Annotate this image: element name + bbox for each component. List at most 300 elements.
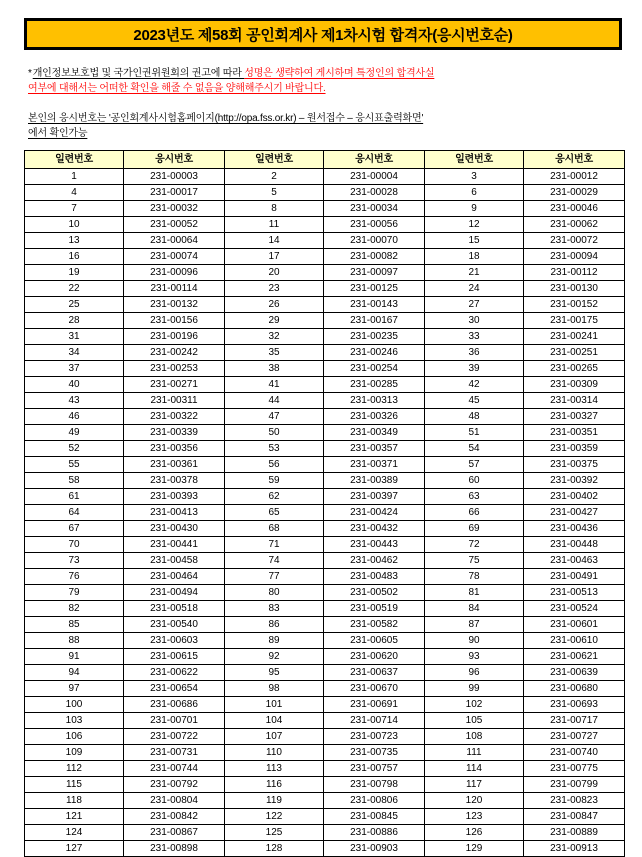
table-row bbox=[25, 377, 625, 393]
cell-serial-number: 96 bbox=[425, 665, 524, 681]
cell-exam-number: 231-00735 bbox=[324, 745, 425, 761]
col-header-exam-number-2: 응시번호 bbox=[324, 151, 425, 169]
cell-exam-number: 231-00130 bbox=[524, 281, 625, 297]
cell-exam-number: 231-00062 bbox=[524, 217, 625, 233]
cell-exam-number: 231-00605 bbox=[324, 633, 425, 649]
table-row bbox=[25, 313, 625, 329]
cell-serial-number: 79 bbox=[25, 585, 124, 601]
cell-exam-number: 231-00806 bbox=[324, 793, 425, 809]
cell-exam-number: 231-00540 bbox=[124, 617, 225, 633]
cell-serial-number: 25 bbox=[25, 297, 124, 313]
cell-serial-number: 72 bbox=[425, 537, 524, 553]
cell-serial-number: 67 bbox=[25, 521, 124, 537]
cell-exam-number: 231-00886 bbox=[324, 825, 425, 841]
cell-serial-number: 109 bbox=[25, 745, 124, 761]
cell-serial-number: 81 bbox=[425, 585, 524, 601]
table-row bbox=[25, 425, 625, 441]
cell-serial-number: 6 bbox=[425, 185, 524, 201]
notice-paragraph-exam-number bbox=[28, 111, 618, 141]
cell-serial-number: 23 bbox=[225, 281, 324, 297]
results-table-wrapper bbox=[24, 150, 622, 857]
cell-serial-number: 100 bbox=[25, 697, 124, 713]
table-row bbox=[25, 681, 625, 697]
cell-exam-number: 231-00775 bbox=[524, 761, 625, 777]
cell-exam-number: 231-00064 bbox=[124, 233, 225, 249]
cell-exam-number: 231-00691 bbox=[324, 697, 425, 713]
table-row bbox=[25, 233, 625, 249]
cell-exam-number: 231-00143 bbox=[324, 297, 425, 313]
cell-exam-number: 231-00097 bbox=[324, 265, 425, 281]
cell-serial-number: 102 bbox=[425, 697, 524, 713]
cell-serial-number: 91 bbox=[25, 649, 124, 665]
cell-serial-number: 118 bbox=[25, 793, 124, 809]
cell-serial-number: 90 bbox=[425, 633, 524, 649]
cell-exam-number: 231-00639 bbox=[524, 665, 625, 681]
cell-serial-number: 103 bbox=[25, 713, 124, 729]
cell-serial-number: 32 bbox=[225, 329, 324, 345]
cell-exam-number: 231-00046 bbox=[524, 201, 625, 217]
cell-serial-number: 125 bbox=[225, 825, 324, 841]
table-row bbox=[25, 505, 625, 521]
cell-serial-number: 49 bbox=[25, 425, 124, 441]
cell-serial-number: 98 bbox=[225, 681, 324, 697]
cell-serial-number: 68 bbox=[225, 521, 324, 537]
cell-serial-number: 15 bbox=[425, 233, 524, 249]
cell-exam-number: 231-00582 bbox=[324, 617, 425, 633]
col-header-serial-3: 일련번호 bbox=[425, 151, 524, 169]
cell-serial-number: 120 bbox=[425, 793, 524, 809]
cell-serial-number: 65 bbox=[225, 505, 324, 521]
cell-serial-number: 42 bbox=[425, 377, 524, 393]
cell-serial-number: 33 bbox=[425, 329, 524, 345]
table-header-row bbox=[25, 151, 625, 169]
cell-serial-number: 121 bbox=[25, 809, 124, 825]
cell-serial-number: 3 bbox=[425, 169, 524, 185]
cell-exam-number: 231-00693 bbox=[524, 697, 625, 713]
cell-exam-number: 231-00265 bbox=[524, 361, 625, 377]
page-title: 2023년도 제58회 공인회계사 제1차시험 합격자(응시번호순) bbox=[133, 26, 513, 44]
cell-serial-number: 86 bbox=[225, 617, 324, 633]
cell-exam-number: 231-00029 bbox=[524, 185, 625, 201]
cell-exam-number: 231-00175 bbox=[524, 313, 625, 329]
cell-exam-number: 231-00034 bbox=[324, 201, 425, 217]
cell-exam-number: 231-00744 bbox=[124, 761, 225, 777]
cell-serial-number: 21 bbox=[425, 265, 524, 281]
table-row bbox=[25, 281, 625, 297]
cell-serial-number: 119 bbox=[225, 793, 324, 809]
cell-serial-number: 85 bbox=[25, 617, 124, 633]
cell-serial-number: 71 bbox=[225, 537, 324, 553]
table-row bbox=[25, 361, 625, 377]
cell-exam-number: 231-00397 bbox=[324, 489, 425, 505]
cell-serial-number: 56 bbox=[225, 457, 324, 473]
cell-exam-number: 231-00680 bbox=[524, 681, 625, 697]
cell-serial-number: 24 bbox=[425, 281, 524, 297]
col-header-exam-number-1: 응시번호 bbox=[124, 151, 225, 169]
cell-serial-number: 94 bbox=[25, 665, 124, 681]
cell-exam-number: 231-00458 bbox=[124, 553, 225, 569]
cell-serial-number: 62 bbox=[225, 489, 324, 505]
cell-serial-number: 43 bbox=[25, 393, 124, 409]
cell-exam-number: 231-00285 bbox=[324, 377, 425, 393]
table-row bbox=[25, 457, 625, 473]
table-row bbox=[25, 249, 625, 265]
cell-exam-number: 231-00167 bbox=[324, 313, 425, 329]
cell-exam-number: 231-00443 bbox=[324, 537, 425, 553]
table-row bbox=[25, 201, 625, 217]
notice-block bbox=[28, 66, 618, 141]
table-row bbox=[25, 265, 625, 281]
cell-serial-number: 104 bbox=[225, 713, 324, 729]
notice-text-red-2: 여부에 대해서는 어떠한 확인을 해줄 수 없음을 양해해주시기 바랍니다. bbox=[28, 83, 326, 94]
cell-serial-number: 116 bbox=[225, 777, 324, 793]
cell-exam-number: 231-00052 bbox=[124, 217, 225, 233]
cell-serial-number: 66 bbox=[425, 505, 524, 521]
cell-exam-number: 231-00441 bbox=[124, 537, 225, 553]
cell-exam-number: 231-00701 bbox=[124, 713, 225, 729]
table-row bbox=[25, 553, 625, 569]
cell-serial-number: 50 bbox=[225, 425, 324, 441]
table-head bbox=[25, 151, 625, 169]
table-row bbox=[25, 809, 625, 825]
cell-serial-number: 117 bbox=[425, 777, 524, 793]
cell-exam-number: 231-00322 bbox=[124, 409, 225, 425]
table-body bbox=[25, 169, 625, 857]
cell-serial-number: 123 bbox=[425, 809, 524, 825]
cell-serial-number: 36 bbox=[425, 345, 524, 361]
cell-serial-number: 53 bbox=[225, 441, 324, 457]
cell-exam-number: 231-00313 bbox=[324, 393, 425, 409]
cell-exam-number: 231-00717 bbox=[524, 713, 625, 729]
cell-serial-number: 27 bbox=[425, 297, 524, 313]
cell-serial-number: 47 bbox=[225, 409, 324, 425]
cell-exam-number: 231-00326 bbox=[324, 409, 425, 425]
cell-serial-number: 5 bbox=[225, 185, 324, 201]
table-row bbox=[25, 489, 625, 505]
cell-exam-number: 231-00913 bbox=[524, 841, 625, 857]
cell-serial-number: 107 bbox=[225, 729, 324, 745]
table-row bbox=[25, 761, 625, 777]
cell-serial-number: 74 bbox=[225, 553, 324, 569]
cell-exam-number: 231-00246 bbox=[324, 345, 425, 361]
cell-exam-number: 231-00740 bbox=[524, 745, 625, 761]
cell-exam-number: 231-00271 bbox=[124, 377, 225, 393]
cell-exam-number: 231-00327 bbox=[524, 409, 625, 425]
cell-serial-number: 129 bbox=[425, 841, 524, 857]
cell-serial-number: 105 bbox=[425, 713, 524, 729]
cell-serial-number: 20 bbox=[225, 265, 324, 281]
cell-exam-number: 231-00502 bbox=[324, 585, 425, 601]
cell-exam-number: 231-00356 bbox=[124, 441, 225, 457]
cell-serial-number: 80 bbox=[225, 585, 324, 601]
cell-exam-number: 231-00004 bbox=[324, 169, 425, 185]
cell-exam-number: 231-00513 bbox=[524, 585, 625, 601]
cell-serial-number: 18 bbox=[425, 249, 524, 265]
cell-serial-number: 22 bbox=[25, 281, 124, 297]
cell-serial-number: 7 bbox=[25, 201, 124, 217]
cell-exam-number: 231-00152 bbox=[524, 297, 625, 313]
cell-exam-number: 231-00622 bbox=[124, 665, 225, 681]
table-row bbox=[25, 473, 625, 489]
cell-exam-number: 231-00898 bbox=[124, 841, 225, 857]
cell-exam-number: 231-00463 bbox=[524, 553, 625, 569]
cell-serial-number: 30 bbox=[425, 313, 524, 329]
notice-text-black-1: 개인정보보호법 및 국가인권위원회의 권고에 따라 bbox=[32, 68, 245, 79]
cell-exam-number: 231-00518 bbox=[124, 601, 225, 617]
cell-exam-number: 231-00096 bbox=[124, 265, 225, 281]
cell-serial-number: 111 bbox=[425, 745, 524, 761]
cell-exam-number: 231-00519 bbox=[324, 601, 425, 617]
cell-exam-number: 231-00792 bbox=[124, 777, 225, 793]
cell-serial-number: 70 bbox=[25, 537, 124, 553]
cell-serial-number: 46 bbox=[25, 409, 124, 425]
cell-exam-number: 231-00757 bbox=[324, 761, 425, 777]
cell-serial-number: 73 bbox=[25, 553, 124, 569]
cell-serial-number: 38 bbox=[225, 361, 324, 377]
table-row bbox=[25, 345, 625, 361]
cell-exam-number: 231-00056 bbox=[324, 217, 425, 233]
cell-exam-number: 231-00637 bbox=[324, 665, 425, 681]
table-row bbox=[25, 825, 625, 841]
cell-serial-number: 54 bbox=[425, 441, 524, 457]
table-row bbox=[25, 697, 625, 713]
cell-serial-number: 4 bbox=[25, 185, 124, 201]
cell-exam-number: 231-00351 bbox=[524, 425, 625, 441]
cell-serial-number: 95 bbox=[225, 665, 324, 681]
cell-serial-number: 41 bbox=[225, 377, 324, 393]
table-row bbox=[25, 649, 625, 665]
cell-serial-number: 82 bbox=[25, 601, 124, 617]
cell-serial-number: 114 bbox=[425, 761, 524, 777]
table-row bbox=[25, 569, 625, 585]
cell-exam-number: 231-00889 bbox=[524, 825, 625, 841]
cell-serial-number: 17 bbox=[225, 249, 324, 265]
cell-exam-number: 231-00670 bbox=[324, 681, 425, 697]
cell-serial-number: 108 bbox=[425, 729, 524, 745]
cell-serial-number: 48 bbox=[425, 409, 524, 425]
cell-exam-number: 231-00413 bbox=[124, 505, 225, 521]
notice-line-1 bbox=[28, 66, 618, 81]
cell-serial-number: 115 bbox=[25, 777, 124, 793]
cell-exam-number: 231-00731 bbox=[124, 745, 225, 761]
title-banner-wrapper bbox=[24, 18, 622, 50]
cell-exam-number: 231-00823 bbox=[524, 793, 625, 809]
cell-exam-number: 231-00432 bbox=[324, 521, 425, 537]
cell-serial-number: 101 bbox=[225, 697, 324, 713]
cell-serial-number: 26 bbox=[225, 297, 324, 313]
table-row bbox=[25, 745, 625, 761]
cell-serial-number: 39 bbox=[425, 361, 524, 377]
notice-text-black-2: 본인의 응시번호는 '공인회계사시험홈페이지(http://opa.fss.or.kr) – 원서접수 – 응시표출력화면' bbox=[28, 113, 424, 124]
cell-serial-number: 78 bbox=[425, 569, 524, 585]
table-row bbox=[25, 793, 625, 809]
cell-exam-number: 231-00028 bbox=[324, 185, 425, 201]
cell-serial-number: 14 bbox=[225, 233, 324, 249]
cell-serial-number: 83 bbox=[225, 601, 324, 617]
table-row bbox=[25, 185, 625, 201]
cell-serial-number: 64 bbox=[25, 505, 124, 521]
cell-exam-number: 231-00845 bbox=[324, 809, 425, 825]
cell-exam-number: 231-00017 bbox=[124, 185, 225, 201]
cell-exam-number: 231-00798 bbox=[324, 777, 425, 793]
cell-exam-number: 231-00125 bbox=[324, 281, 425, 297]
cell-serial-number: 29 bbox=[225, 313, 324, 329]
cell-serial-number: 57 bbox=[425, 457, 524, 473]
cell-serial-number: 88 bbox=[25, 633, 124, 649]
cell-exam-number: 231-00427 bbox=[524, 505, 625, 521]
cell-exam-number: 231-00603 bbox=[124, 633, 225, 649]
cell-exam-number: 231-00847 bbox=[524, 809, 625, 825]
cell-exam-number: 231-00494 bbox=[124, 585, 225, 601]
cell-exam-number: 231-00253 bbox=[124, 361, 225, 377]
cell-exam-number: 231-00714 bbox=[324, 713, 425, 729]
cell-serial-number: 106 bbox=[25, 729, 124, 745]
cell-serial-number: 34 bbox=[25, 345, 124, 361]
cell-exam-number: 231-00132 bbox=[124, 297, 225, 313]
cell-serial-number: 89 bbox=[225, 633, 324, 649]
cell-exam-number: 231-00654 bbox=[124, 681, 225, 697]
table-row bbox=[25, 633, 625, 649]
cell-serial-number: 40 bbox=[25, 377, 124, 393]
cell-exam-number: 231-00620 bbox=[324, 649, 425, 665]
cell-exam-number: 231-00361 bbox=[124, 457, 225, 473]
cell-serial-number: 128 bbox=[225, 841, 324, 857]
cell-exam-number: 231-00235 bbox=[324, 329, 425, 345]
cell-exam-number: 231-00722 bbox=[124, 729, 225, 745]
cell-serial-number: 13 bbox=[25, 233, 124, 249]
cell-serial-number: 58 bbox=[25, 473, 124, 489]
cell-exam-number: 231-00082 bbox=[324, 249, 425, 265]
cell-serial-number: 97 bbox=[25, 681, 124, 697]
cell-serial-number: 122 bbox=[225, 809, 324, 825]
cell-exam-number: 231-00339 bbox=[124, 425, 225, 441]
cell-exam-number: 231-00392 bbox=[524, 473, 625, 489]
cell-serial-number: 16 bbox=[25, 249, 124, 265]
cell-exam-number: 231-00112 bbox=[524, 265, 625, 281]
table-row bbox=[25, 393, 625, 409]
cell-exam-number: 231-00483 bbox=[324, 569, 425, 585]
cell-serial-number: 77 bbox=[225, 569, 324, 585]
cell-exam-number: 231-00156 bbox=[124, 313, 225, 329]
cell-exam-number: 231-00114 bbox=[124, 281, 225, 297]
table-row bbox=[25, 585, 625, 601]
cell-exam-number: 231-00524 bbox=[524, 601, 625, 617]
table-row bbox=[25, 601, 625, 617]
cell-exam-number: 231-00601 bbox=[524, 617, 625, 633]
cell-serial-number: 44 bbox=[225, 393, 324, 409]
cell-exam-number: 231-00196 bbox=[124, 329, 225, 345]
cell-serial-number: 35 bbox=[225, 345, 324, 361]
cell-exam-number: 231-00375 bbox=[524, 457, 625, 473]
cell-serial-number: 19 bbox=[25, 265, 124, 281]
cell-serial-number: 55 bbox=[25, 457, 124, 473]
cell-serial-number: 52 bbox=[25, 441, 124, 457]
table-row bbox=[25, 169, 625, 185]
cell-serial-number: 76 bbox=[25, 569, 124, 585]
cell-exam-number: 231-00311 bbox=[124, 393, 225, 409]
table-row bbox=[25, 713, 625, 729]
cell-serial-number: 127 bbox=[25, 841, 124, 857]
cell-exam-number: 231-00610 bbox=[524, 633, 625, 649]
cell-exam-number: 231-00430 bbox=[124, 521, 225, 537]
notice-line-2 bbox=[28, 81, 618, 96]
cell-serial-number: 2 bbox=[225, 169, 324, 185]
cell-exam-number: 231-00842 bbox=[124, 809, 225, 825]
cell-exam-number: 231-00371 bbox=[324, 457, 425, 473]
cell-exam-number: 231-00241 bbox=[524, 329, 625, 345]
cell-serial-number: 87 bbox=[425, 617, 524, 633]
table-row bbox=[25, 777, 625, 793]
cell-serial-number: 10 bbox=[25, 217, 124, 233]
table-row bbox=[25, 297, 625, 313]
cell-serial-number: 11 bbox=[225, 217, 324, 233]
cell-exam-number: 231-00074 bbox=[124, 249, 225, 265]
cell-exam-number: 231-00867 bbox=[124, 825, 225, 841]
cell-serial-number: 99 bbox=[425, 681, 524, 697]
cell-serial-number: 37 bbox=[25, 361, 124, 377]
cell-serial-number: 9 bbox=[425, 201, 524, 217]
cell-serial-number: 69 bbox=[425, 521, 524, 537]
cell-serial-number: 8 bbox=[225, 201, 324, 217]
cell-exam-number: 231-00804 bbox=[124, 793, 225, 809]
col-header-exam-number-3: 응시번호 bbox=[524, 151, 625, 169]
notice-line-3 bbox=[28, 111, 618, 126]
cell-exam-number: 231-00314 bbox=[524, 393, 625, 409]
cell-serial-number: 112 bbox=[25, 761, 124, 777]
cell-exam-number: 231-00349 bbox=[324, 425, 425, 441]
cell-exam-number: 231-00436 bbox=[524, 521, 625, 537]
cell-exam-number: 231-00424 bbox=[324, 505, 425, 521]
cell-exam-number: 231-00462 bbox=[324, 553, 425, 569]
table-row bbox=[25, 441, 625, 457]
cell-exam-number: 231-00309 bbox=[524, 377, 625, 393]
cell-exam-number: 231-00723 bbox=[324, 729, 425, 745]
notice-paragraph-privacy bbox=[28, 66, 618, 96]
table-row bbox=[25, 409, 625, 425]
cell-exam-number: 231-00359 bbox=[524, 441, 625, 457]
pass-list-table bbox=[24, 150, 625, 857]
cell-exam-number: 231-00389 bbox=[324, 473, 425, 489]
cell-serial-number: 1 bbox=[25, 169, 124, 185]
cell-exam-number: 231-00251 bbox=[524, 345, 625, 361]
cell-exam-number: 231-00903 bbox=[324, 841, 425, 857]
asterisk-marker: * bbox=[28, 68, 32, 79]
table-row bbox=[25, 329, 625, 345]
cell-exam-number: 231-00621 bbox=[524, 649, 625, 665]
cell-exam-number: 231-00094 bbox=[524, 249, 625, 265]
cell-exam-number: 231-00799 bbox=[524, 777, 625, 793]
table-row bbox=[25, 729, 625, 745]
cell-serial-number: 84 bbox=[425, 601, 524, 617]
cell-serial-number: 126 bbox=[425, 825, 524, 841]
cell-serial-number: 28 bbox=[25, 313, 124, 329]
cell-exam-number: 231-00464 bbox=[124, 569, 225, 585]
cell-serial-number: 45 bbox=[425, 393, 524, 409]
notice-text-black-3: 에서 확인가능 bbox=[28, 128, 88, 139]
col-header-serial-2: 일련번호 bbox=[225, 151, 324, 169]
cell-exam-number: 231-00012 bbox=[524, 169, 625, 185]
cell-exam-number: 231-00393 bbox=[124, 489, 225, 505]
cell-exam-number: 231-00615 bbox=[124, 649, 225, 665]
cell-exam-number: 231-00032 bbox=[124, 201, 225, 217]
cell-serial-number: 31 bbox=[25, 329, 124, 345]
table-row bbox=[25, 617, 625, 633]
cell-serial-number: 59 bbox=[225, 473, 324, 489]
cell-serial-number: 93 bbox=[425, 649, 524, 665]
cell-serial-number: 113 bbox=[225, 761, 324, 777]
cell-serial-number: 12 bbox=[425, 217, 524, 233]
cell-serial-number: 63 bbox=[425, 489, 524, 505]
